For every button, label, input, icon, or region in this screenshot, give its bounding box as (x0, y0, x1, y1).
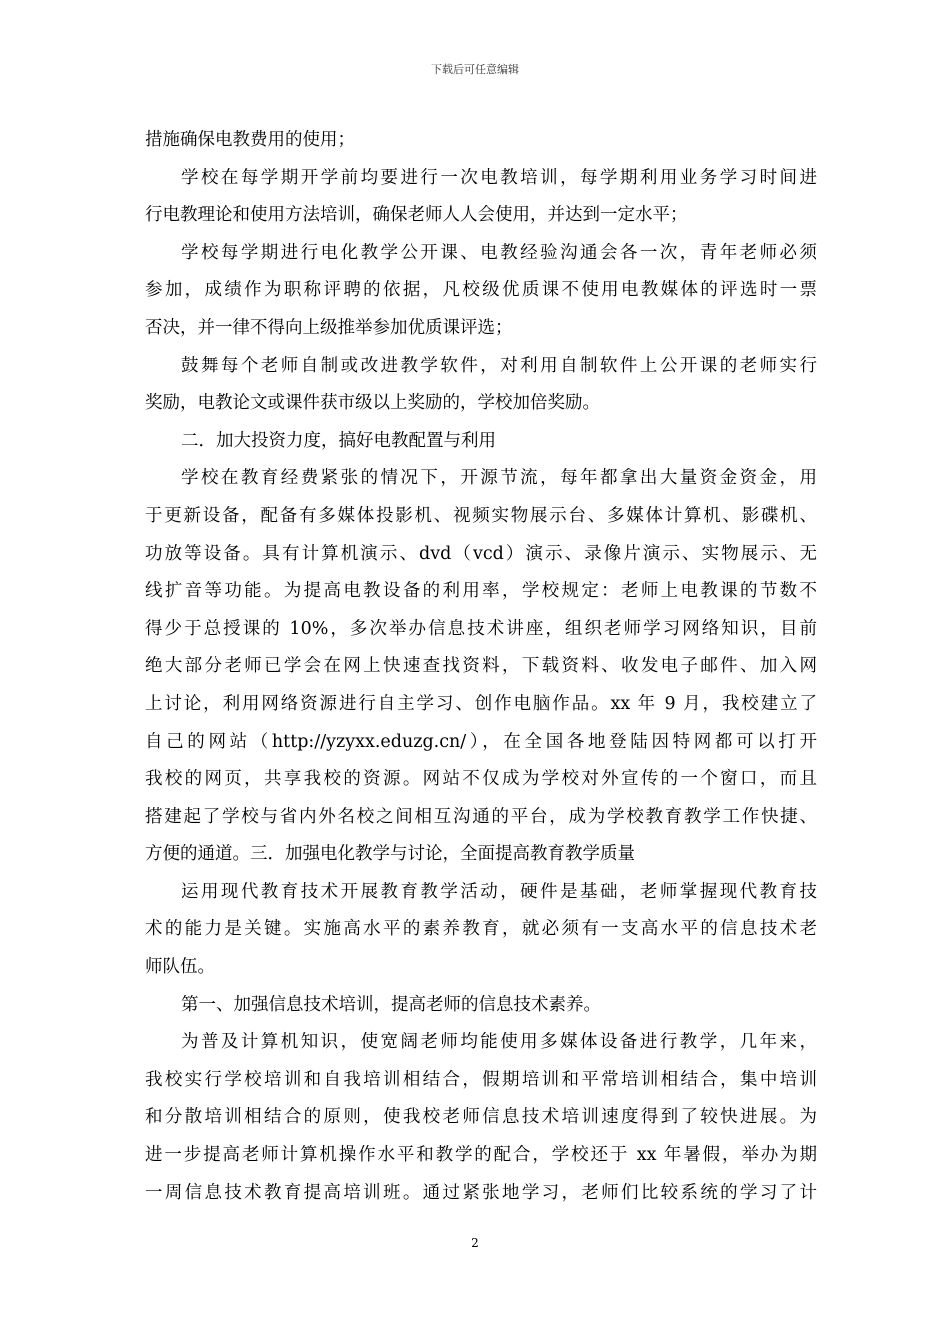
text-line: 师队伍。 (145, 957, 215, 978)
text-line: 运用现代教育技术开展教育教学活动，硬件是基础，老师掌握现代教育技 (181, 881, 817, 902)
section-heading: 第一、加强信息技术培训，提高老师的信息技术素养。 (181, 994, 601, 1015)
text-line: 行电教理论和使用方法培训，确保老师人人会使用，并达到一定水平； (145, 205, 688, 226)
text-line: 为普及计算机知识，使宽阔老师均能使用多媒体设备进行教学，几年来， (181, 1032, 817, 1053)
page-header-note: 下载后可任意编辑 (431, 63, 519, 76)
text-line: 得少于总授课的 10%，多次举办信息技术讲座，组织老师学习网络知识，目前 (145, 618, 817, 639)
text-line: 学校在教育经费紧张的情况下，开源节流，每年都拿出大量资金资金，用 (181, 468, 817, 489)
text-line: 否决，并一律不得向上级推举参加优质课评选； (145, 317, 513, 338)
text-line: 上讨论，利用网络资源进行自主学习、创作电脑作品。xx 年 9 月，我校建立了 (145, 693, 817, 714)
text-line: 我校的网页，共享我校的资源。网站不仅成为学校对外宣传的一个窗口，而且 (145, 769, 817, 790)
text-line: 鼓舞每个老师自制或改进教学软件，对利用自制软件上公开课的老师实行 (181, 355, 817, 376)
text-line: 绝大部分老师已学会在网上快速查找资料，下载资料、收发电子邮件、加入网 (145, 656, 817, 677)
text-line: 功放等设备。具有计算机演示、dvd（vcd）演示、录像片演示、实物展示、无 (145, 543, 817, 564)
text-line: 方便的通道。三．加强电化教学与讨论，全面提高教育教学质量 (145, 844, 635, 865)
text-line: 我校实行学校培训和自我培训相结合，假期培训和平常培训相结合，集中培训 (145, 1069, 817, 1090)
text-line: 参加，成绩作为职称评聘的依据，凡校级优质课不使用电教媒体的评选时一票 (145, 280, 817, 301)
text-line: 措施确保电教费用的使用； (145, 130, 355, 150)
text-line: 搭建起了学校与省内外名校之间相互沟通的平台，成为学校教育教学工作快捷、 (145, 806, 817, 827)
text-line: 学校在每学期开学前均要进行一次电教培训，每学期利用业务学习时间进 (181, 167, 817, 188)
text-line: 于更新设备，配备有多媒体投影机、视频实物展示台、多媒体计算机、影碟机、 (145, 505, 817, 526)
text-line: 术的能力是关键。实施高水平的素养教育，就必须有一支高水平的信息技术老 (145, 919, 817, 940)
page-number: 2 (471, 1236, 479, 1250)
text-line: 进一步提高老师计算机操作水平和教学的配合，学校还于 xx 年暑假，举办为期 (145, 1145, 817, 1166)
text-line: 线扩音等功能。为提高电教设备的利用率，学校规定：老师上电教课的节数不 (145, 581, 817, 602)
text-line: 学校每学期进行电化教学公开课、电教经验沟通会各一次，青年老师必须 (181, 242, 817, 263)
text-line: 奖励，电教论文或课件获市级以上奖励的，学校加倍奖励。 (145, 393, 600, 414)
section-heading: 二．加大投资力度，搞好电教配置与利用 (181, 430, 496, 451)
text-line: 一周信息技术教育提高培训班。通过紧张地学习，老师们比较系统的学习了计 (145, 1182, 817, 1203)
text-line: 和分散培训相结合的原则，使我校老师信息技术培训速度得到了较快进展。为 (145, 1107, 817, 1128)
document-body (145, 122, 817, 1212)
text-line: 自己的网站（http://yzyxx.eduzg.cn/），在全国各地登陆因特网都可以打开 (145, 731, 817, 752)
